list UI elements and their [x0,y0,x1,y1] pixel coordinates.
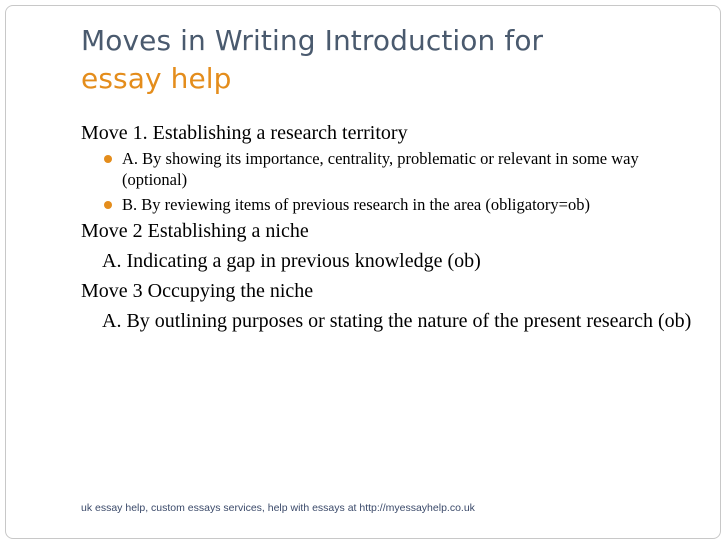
move-3-item-a: A. By outlining purposes or stating the nature of the present research (ob) [102,310,692,332]
slide-body [81,121,701,339]
bullet-dot-icon [104,201,112,209]
bullet-item-move1-b [81,194,701,215]
slide-title [81,22,701,98]
move-2-heading: Move 2 Establishing a niche [81,220,309,242]
bullet-text: A. By showing its importance, centrality, problematic or relevant in some way (optional) [122,149,639,189]
bullet-text: B. By reviewing items of previous research in the area (obligatory=ob) [122,195,590,214]
footer-text: uk essay help, custom essays services, help with essays at http://myessayhelp.co.uk [81,502,475,514]
title-line-2: essay help [81,62,232,95]
bullet-item-move1-a [81,148,701,190]
move-1-heading: Move 1. Establishing a research territory [81,122,408,144]
bullet-dot-icon [104,155,112,163]
move-2-item-a: A. Indicating a gap in previous knowledge (ob) [102,250,481,272]
move-3-heading: Move 3 Occupying the niche [81,280,314,302]
title-line-1: Moves in Writing Introduction for [81,24,544,57]
